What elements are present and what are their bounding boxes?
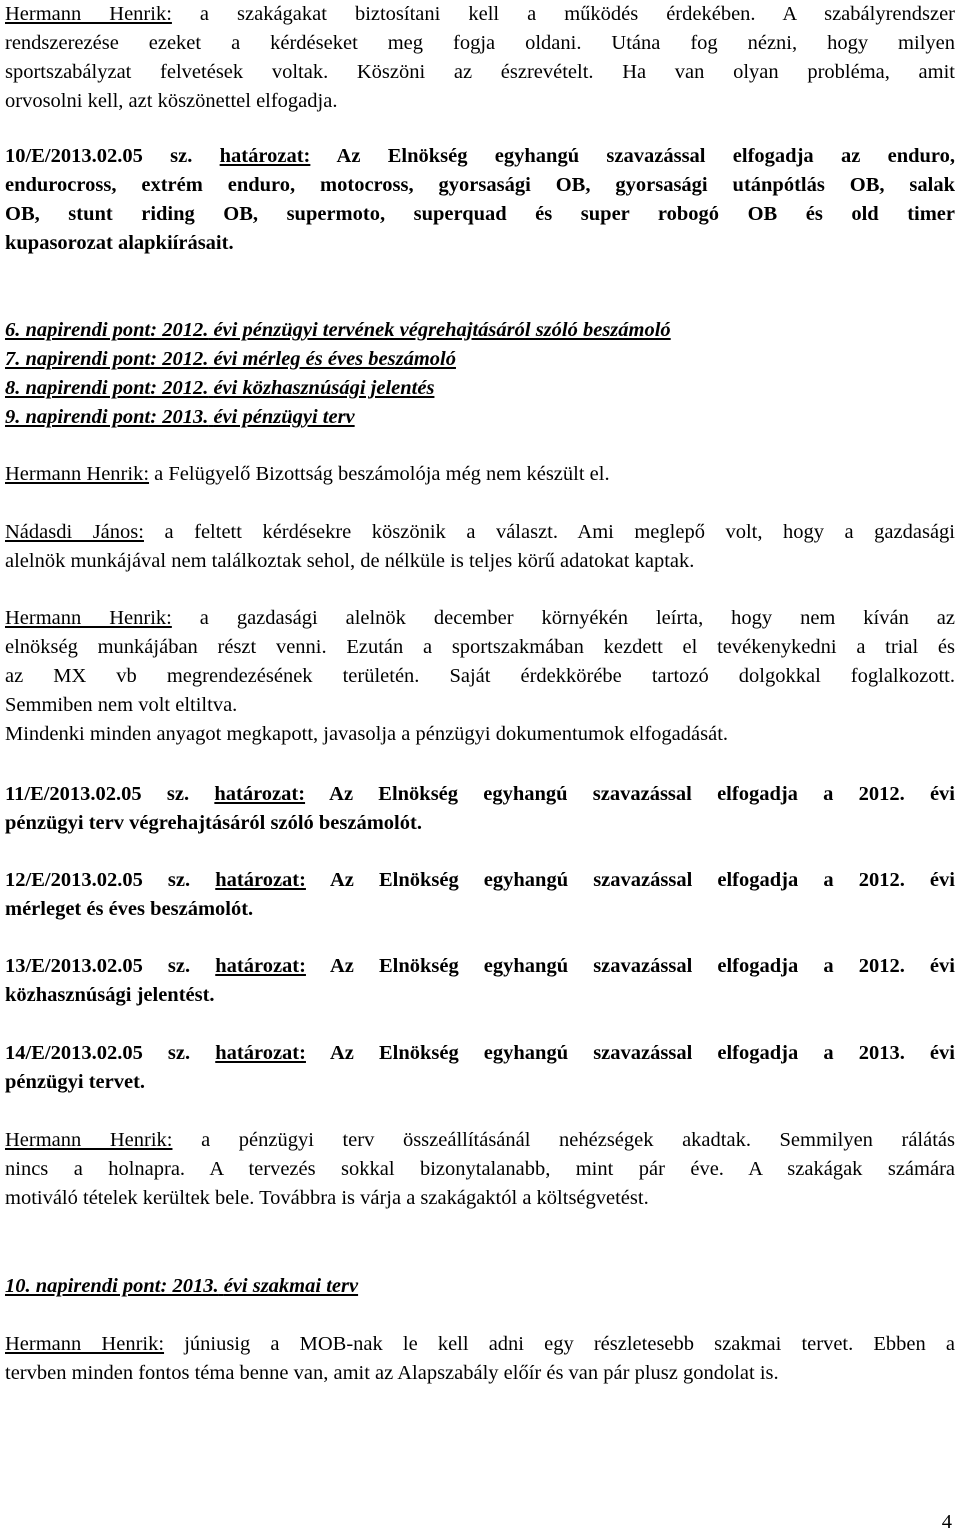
resolution-id: 10/E/2013.02.05 sz. [5,145,193,167]
speaker-name: Hermann Henrik: [5,607,172,629]
paragraph-nadasdi: Nádasdi János: a feltett kérdésekre köszönik a választ. Ami meglepő volt, hogy a gazdasági alelnök munkájával nem találkoztak sehol, de nélküle is teljes körű adatokat kaptak. [5,521,955,572]
resolution-14: 14/E/2013.02.05 sz. határozat: Az Elnökség egyhangú szavazással elfogadja a 2013. évi pénzügyi tervet. [5,1042,955,1093]
agenda-item-8: 8. napirendi pont: 2012. évi közhasznúsági jelentés [5,377,435,399]
agenda-item-10: 10. napirendi pont: 2013. évi szakmai terv [5,1275,359,1297]
agenda-item-9: 9. napirendi pont: 2013. évi pénzügyi terv [5,406,355,428]
resolution-12: 12/E/2013.02.05 sz. határozat: Az Elnökség egyhangú szavazással elfogadja a 2012. évi mérleget és éves beszámolót. [5,869,955,920]
resolution-label: határozat: [219,145,311,167]
paragraph-hermann-5: Hermann Henrik: júniusig a MOB-nak le kell adni egy részletesebb szakmai tervet. Ebben a tervben minden fontos téma benne van, amit az Alapszabály előír és van pár plusz gondolat is. [5,1333,955,1384]
agenda-item-6: 6. napirendi pont: 2012. évi pénzügyi tervének végrehajtásáról szóló beszámoló [5,319,671,341]
resolution-13: 13/E/2013.02.05 sz. határozat: Az Elnökség egyhangú szavazással elfogadja a 2012. évi közhasznúsági jelentést. [5,955,955,1006]
speaker-name: Hermann Henrik: [5,1129,173,1151]
paragraph-hermann-2: Hermann Henrik: a Felügyelő Bizottság beszámolója még nem készült el. [5,463,610,485]
paragraph-hermann-1: Hermann Henrik: a szakágakat biztosítani kell a működés érdekében. A szabályrendszer rendszerezése ezeket a kérdéseket meg fogja oldani. Utána fog nézni, hogy milyen sportszabályzat felvetések voltak. Köszöni az észrevételt. Ha van olyan probléma, amit orvosolni kell, azt köszönettel elfogadja. [5,3,956,112]
agenda-item-7: 7. napirendi pont: 2012. évi mérleg és éves beszámoló [5,348,456,370]
resolution-10: 10/E/2013.02.05 sz. határozat: Az Elnökség egyhangú szavazással elfogadja az enduro, endurocross, extrém enduro, motocross, gyorsasági OB, gyorsasági utánpótlás OB, salak OB, stunt riding OB, supermoto, superquad és super robogó OB és old timer kupasorozat alapkiírásait. [5,145,956,254]
paragraph-hermann-4: Hermann Henrik: a pénzügyi terv összeállításánál nehézségek akadtak. Semmilyen rálátás nincs a holnapra. A tervezés sokkal bizonytalanabb, mint pár éve. A szakágak számára motiváló tételek kerültek bele. Továbbra is várja a szakágaktól a költségvetést. [5,1129,955,1209]
speaker-name: Hermann Henrik: [5,1333,165,1355]
page-number: 4 [941,1511,952,1533]
speaker-name: Hermann Henrik: [5,3,172,25]
resolution-11: 11/E/2013.02.05 sz. határozat: Az Elnökség egyhangú szavazással elfogadja a 2012. évi pénzügyi terv végrehajtásáról szóló beszámolót. [5,783,955,834]
speaker-name: Nádasdi János: [5,521,144,543]
speaker-name: Hermann Henrik: [5,463,150,485]
paragraph-hermann-3: Hermann Henrik: a gazdasági alelnök december környékén leírta, hogy nem kíván az elnökség munkájában részt venni. Ezután a sportszakmában kezdett el tevékenykedni a trial és az MX vb megrendezésének területén. Saját érdekkörébe tartozó dolgokkal foglalkozott. Semmiben nem volt eltiltva. Mindenki minden anyagot megkapott, javasolja a pénzügyi dokumentumok elfogadását. [5,607,955,745]
agenda-list [5,316,955,432]
